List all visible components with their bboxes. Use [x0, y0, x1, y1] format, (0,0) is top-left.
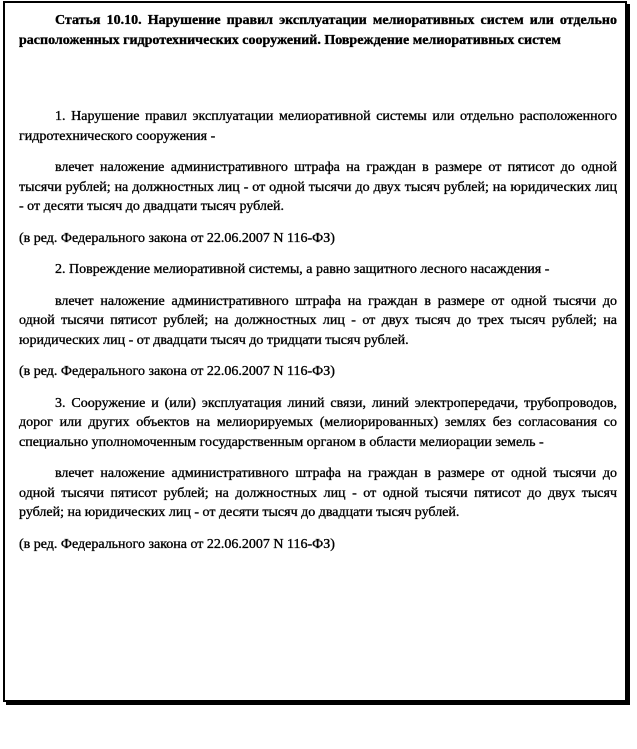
document-frame: [3, 1, 627, 702]
clause-2: 2. Повреждение мелиоративной системы, а равно защитного лесного насаждения -: [55, 262, 550, 277]
amendment-note-1: (в ред. Федерального закона от 22.06.2007 N 116-ФЗ): [19, 230, 335, 246]
penalty-2: влечет наложение административного штрафа на граждан в размере от одной тысячи до одной тысячи пятисот рублей; на должностных лиц - от двух тысяч до трех тысяч рублей; на юридических лиц - от двадцати тысяч до тридцати тысяч рублей.: [19, 293, 617, 348]
penalty-1: влечет наложение административного штрафа на граждан в размере от пятисот до одной тысячи рублей; на должностных лиц - от одной тысячи до двух тысяч рублей; на юридических лиц - от десяти тысяч до двадцати тысяч рублей.: [19, 160, 617, 214]
article-body: [19, 11, 617, 554]
spacer: [19, 50, 617, 107]
amendment-note-2: (в ред. Федерального закона от 22.06.2007 N 116-ФЗ): [19, 364, 335, 379]
amendment-note-3: (в ред. Федерального закона от 22.06.2007 N 116-ФЗ): [19, 536, 335, 552]
penalty-3: влечет наложение административного штрафа на граждан в размере от одной тысячи до одной тысячи пятисот рублей; на должностных лиц - от одной тысячи пятисот до двух тысяч рублей; на юридических лиц - от десяти тысяч до двадцати тысяч рублей.: [19, 466, 617, 520]
article-title: Статья 10.10. Нарушение правил эксплуатации мелиоративных систем или отдельно расположенных гидротехнических сооружений. Повреждение мелиоративных систем: [19, 13, 617, 48]
clause-3: 3. Сооружение и (или) эксплуатация линий связи, линий электропередачи, трубопроводов, дорог или других объектов на мелиорируемых (мелиорированных) землях без согласования со специально уполномоченным государственным органом в области мелиорации земель -: [19, 395, 617, 450]
clause-1: 1. Нарушение правил эксплуатации мелиоративной системы или отдельно расположенного гидротехнического сооружения -: [19, 109, 617, 144]
